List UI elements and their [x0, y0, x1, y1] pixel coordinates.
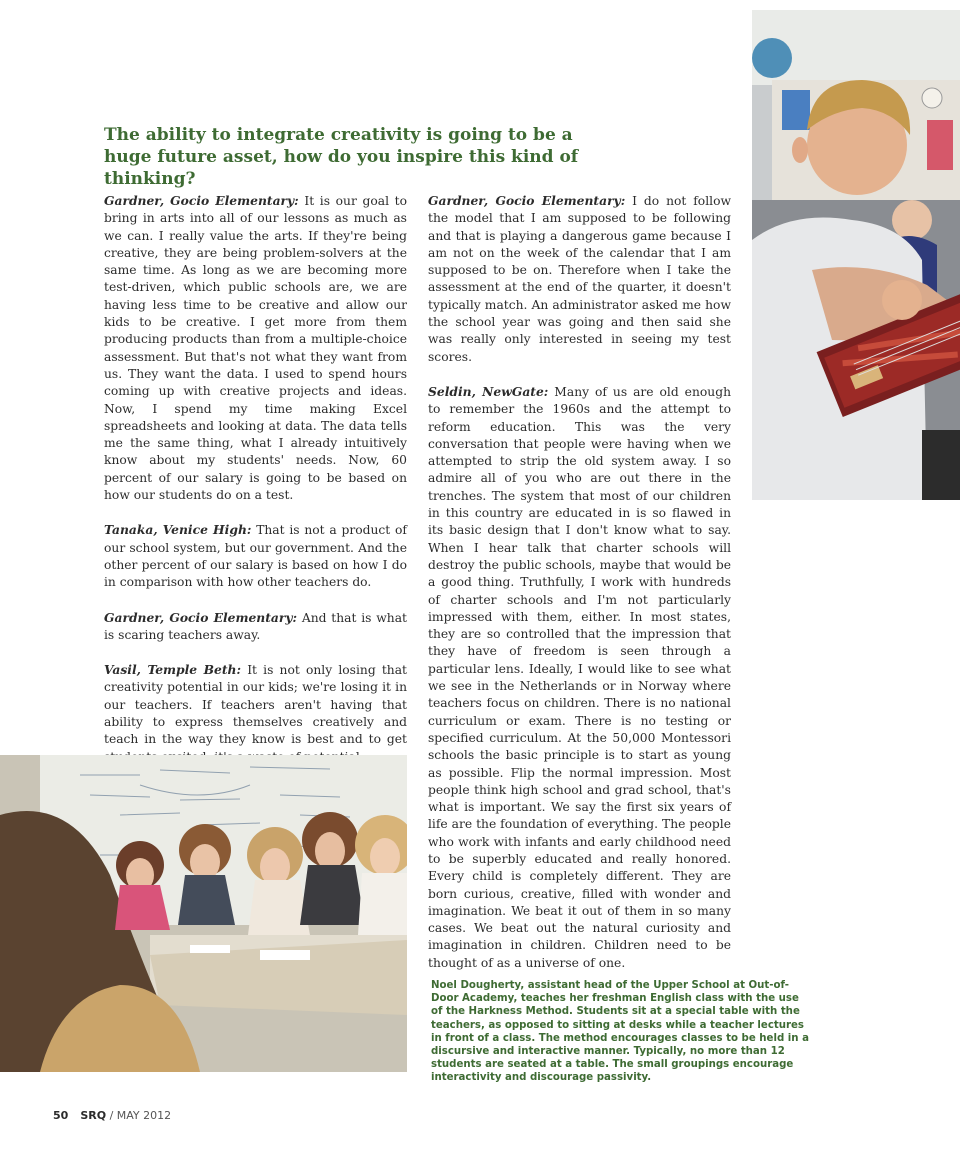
page-footer	[53, 1109, 171, 1122]
left-column	[104, 192, 407, 783]
photo-caption: Noel Dougherty, assistant head of the Upper School at Out-of-Door Academy, teaches her freshman English class with the use of the Harkness Method. Students sit at a special table with the teachers, as opposed to sitting at desks while a teacher lectures in front of a class. The method encourages classes to be held in a discursive and interactive manner. Typically, no more than 12 students are seated at a table. The small groupings encourage interactivity and discourage passivity.	[431, 980, 809, 1084]
speaker-name: Gardner, Gocio Elementary:	[428, 193, 626, 208]
paragraph	[104, 609, 407, 645]
speaker-name: Gardner, Gocio Elementary:	[104, 609, 298, 625]
headline: The ability to integrate creativity is going to be a huge future asset, how do you inspire this kind of thinking?	[104, 125, 579, 189]
paragraph	[104, 192, 407, 504]
speaker-name: Seldin, NewGate:	[428, 383, 549, 399]
paragraph	[104, 661, 407, 766]
paragraph-text: I do not follow the model that I am supposed to be following and that is playing a dangerous game because I am not on the week of the calendar that I am supposed to be on. Therefore when I take the assessment at the end of the quarter, it doesn't typically match. An administrator asked me how the school year was going and then said she was really only interested in seeing my test scores.	[428, 194, 731, 364]
photo-boy-instrument	[752, 10, 960, 500]
paragraph-text: That is not a product of our school system, but our government. And the other percent of our salary is based on how I do in comparison with how other teachers do.	[104, 523, 407, 590]
speaker-name: Gardner, Gocio Elementary:	[104, 193, 299, 208]
page-number: 50	[53, 1109, 69, 1122]
photo-classroom	[0, 755, 407, 1072]
paragraph-text: Many of us are old enough to remember the 1960s and the attempt to reform education. This was the very conversation that people were having when we attempted to strip the old system away. I so admire all of you who are out there in the trenches. The system that most of our children in this country are educated in is so flawed in its basic design that I don't know what to say. When I hear talk that charter schools will destroy the public schools, maybe that would be a good thing. Truthfully, I work with hundreds of charter schools and I'm not particularly impressed with them, either. In most states, they are so controlled that the impression that they have of freedom is seen through a particular lens. Ideally, I would like to see what we see in the Netherlands or in Norway where teachers focus on children. There is no national curriculum or exam. There is no testing or specified curriculum. At the 50,000 Montessori schools the basic principle is to start as young as possible. Flip the normal impression. Most people think high school and grad school, that's what is important. We say the first six years of life are the foundation of everything. The people who work with infants and early childhood need to be superbly educated and really honored. Every child is completely different. They are born curious, creative, filled with wonder and imagination. We beat it out of them in so many cases. We beat out the natural curiosity and imagination in children. Children need to be thought of as a universe of one.	[428, 384, 731, 970]
paragraph	[428, 383, 731, 972]
issue-date: / MAY 2012	[109, 1109, 172, 1122]
right-column	[428, 192, 731, 989]
speaker-name: Tanaka, Venice High:	[104, 522, 252, 538]
magazine-name: SRQ	[80, 1109, 107, 1122]
paragraph-text: And that is what is scaring teachers away.	[104, 610, 407, 642]
paragraph	[104, 521, 407, 591]
paragraph-text: It is our goal to bring in arts into all of our lessons as much as we can. I really value the arts. If they're being creative, they are being problem-solvers at the same time. As long as we are becoming more test-driven, which public schools are, we are having less time to be creative and allow our kids to be creative. I get more from them producing products than from a multiple-choice assessment. But that's not what they want from us. They want the data. I used to spend hours coming up with creative projects and ideas. Now, I spend my time making Excel spreadsheets and looking at data. The data tells me the same thing, what I already intuitively know about my students' needs. Now, 60 percent of our salary is going to be based on how our students do on a test.	[104, 194, 407, 503]
paragraph-text: It is not only losing that creativity potential in our kids; we're losing it in our teachers. If teachers aren't having that ability to express themselves creatively and teach in the way they know is best and to get	[104, 663, 407, 747]
paragraph	[428, 192, 731, 366]
speaker-name: Vasil, Temple Beth:	[104, 662, 242, 678]
